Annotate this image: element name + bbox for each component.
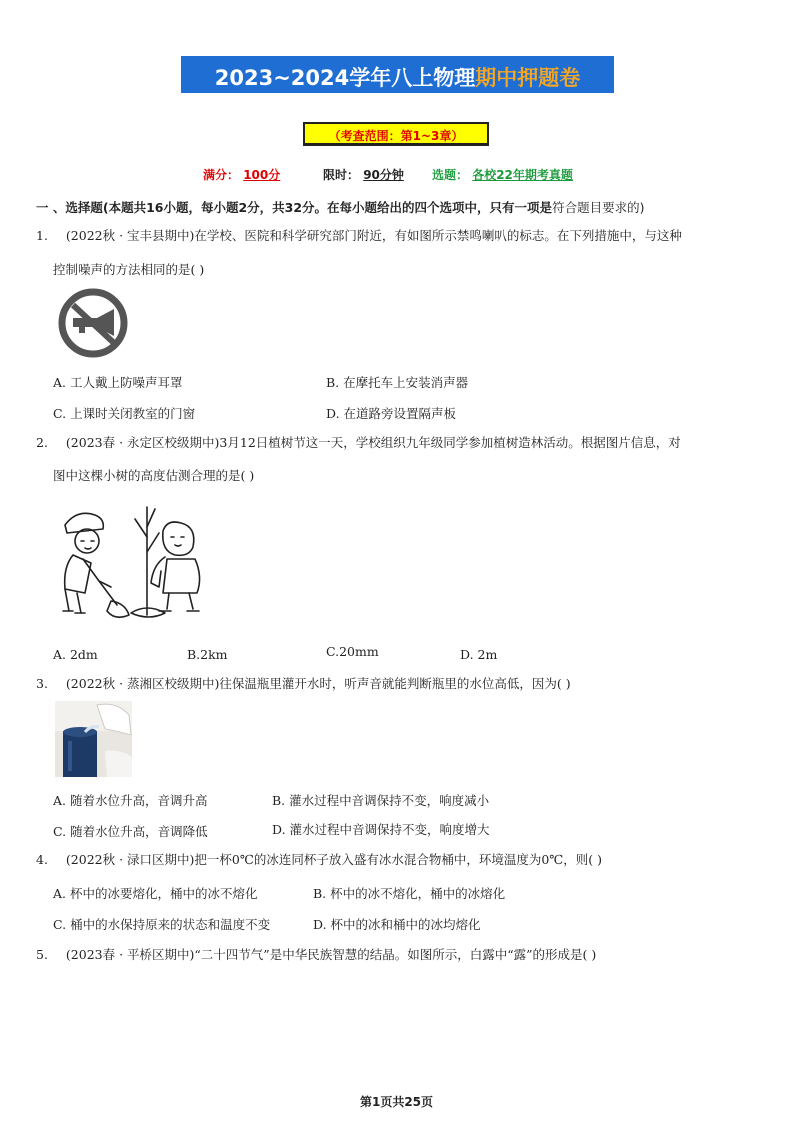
question-text: (2023春 · 平桥区期中)“二十四节气”是中华民族智慧的结晶。如图所示，白露中“露”的形成是( ) bbox=[65, 947, 597, 962]
q2-option-b: B.2km bbox=[187, 647, 228, 662]
source-value: 各校22年期考真题 bbox=[472, 168, 573, 182]
question-number: 5. bbox=[36, 947, 48, 962]
question-number: 1. bbox=[36, 228, 48, 243]
question-text: (2022秋 · 渌口区期中)把一杯0℃的冰连同杯子放入盛有冰水混合物桶中，环境温度为0℃，则( ) bbox=[65, 852, 603, 867]
question-2-stem-line2: 图中这棵小树的高度估测合理的是( ) bbox=[53, 468, 255, 483]
q3-option-a: A. 随着水位升高，音调升高 bbox=[53, 793, 208, 808]
score-value: 100分 bbox=[243, 168, 281, 182]
tree-planting-image bbox=[55, 497, 205, 625]
source-label: 选题： bbox=[432, 168, 469, 182]
question-5-stem bbox=[36, 947, 596, 963]
question-1-stem-line2: 控制噪声的方法相同的是( ) bbox=[53, 262, 205, 277]
q4-option-a: A. 杯中的冰要熔化，桶中的冰不熔化 bbox=[53, 886, 258, 901]
title-main: 2023~2024学年八上物理 bbox=[214, 66, 476, 90]
question-2-stem bbox=[36, 435, 681, 451]
time-label: 限时： bbox=[323, 168, 360, 182]
scope-box bbox=[303, 122, 489, 146]
score-info bbox=[203, 166, 280, 183]
q4-option-d: D. 杯中的冰和桶中的冰均熔化 bbox=[313, 917, 481, 932]
section-heading-tail: 符合题目要求的) bbox=[552, 200, 645, 215]
q3-option-d: D. 灌水过程中音调保持不变，响度增大 bbox=[272, 822, 490, 837]
q2-option-c: C.20mm bbox=[326, 644, 379, 659]
thermos-bottle-image bbox=[55, 701, 132, 777]
score-label: 满分： bbox=[203, 168, 240, 182]
q4-option-b: B. 杯中的冰不熔化，桶中的冰熔化 bbox=[313, 886, 506, 901]
question-number: 2. bbox=[36, 435, 48, 450]
question-text: (2022秋 · 蒸湘区校级期中)往保温瓶里灌开水时，听声音就能判断瓶里的水位高低，因为( ) bbox=[65, 676, 571, 691]
page-number-footer: 第1页共25页 bbox=[359, 1095, 434, 1109]
title-banner bbox=[181, 56, 614, 93]
question-number: 3. bbox=[36, 676, 48, 691]
question-1-stem bbox=[36, 228, 682, 244]
page-title bbox=[181, 62, 614, 92]
question-number: 4. bbox=[36, 852, 48, 867]
question-text: (2022秋 · 宝丰县期中)在学校、医院和科学研究部门附近，有如图所示禁鸣喇叭的标志。在下列措施中，与这种 bbox=[65, 228, 682, 243]
question-4-stem bbox=[36, 852, 602, 868]
scope-text: （考查范围：第1~3章） bbox=[328, 129, 464, 143]
time-value: 90分钟 bbox=[363, 168, 404, 182]
source-info bbox=[432, 166, 573, 183]
q2-option-a: A. 2dm bbox=[53, 647, 98, 662]
q1-option-d: D. 在道路旁设置隔声板 bbox=[326, 406, 457, 421]
title-highlight: 期中押题卷 bbox=[475, 66, 581, 90]
section-heading bbox=[36, 198, 644, 216]
q1-option-b: B. 在摩托车上安装消声器 bbox=[326, 375, 469, 390]
question-3-stem bbox=[36, 676, 571, 692]
q4-option-c: C. 桶中的水保持原来的状态和温度不变 bbox=[53, 917, 271, 932]
q2-option-d: D. 2m bbox=[460, 647, 498, 662]
no-horn-sign-image bbox=[56, 287, 130, 359]
q3-option-c: C. 随着水位升高，音调降低 bbox=[53, 824, 208, 839]
q3-option-b: B. 灌水过程中音调保持不变，响度减小 bbox=[272, 793, 490, 808]
section-heading-main: 一 、选择题(本题共16小题，每小题2分，共32分。在每小题给出的四个选项中，只有一项是 bbox=[36, 200, 553, 215]
q1-option-a: A. 工人戴上防噪声耳罩 bbox=[53, 375, 183, 390]
time-info bbox=[323, 166, 404, 183]
question-text: (2023春 · 永定区校级期中)3月12日植树节这一天，学校组织九年级同学参加植树造林活动。根据图片信息，对 bbox=[65, 435, 681, 450]
q1-option-c: C. 上课时关闭教室的门窗 bbox=[53, 406, 196, 421]
